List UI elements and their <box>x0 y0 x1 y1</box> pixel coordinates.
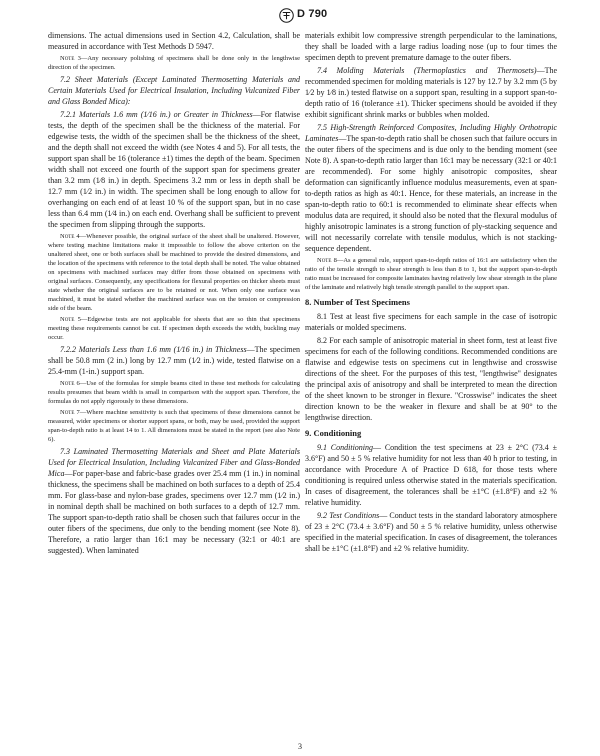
page-header <box>0 6 600 28</box>
astm-logo-icon <box>279 8 294 23</box>
section-text: —For paper-base and fabric-base grades over 25.4 mm (1 in.) in nominal thickness, the specimens shall be machined on both surfaces to a depth of 25.4 mm. For glass-base and nylon-base grades, specimens over 12.7 mm (1⁄2 in.) in nominal depth shall be machined on both surfaces to a depth of 12.7 mm. The support span-to-depth ratio shall be chosen such that failures occur in the outer fibers of the specimens, due only to the bending moment (see Note 8). Therefore, a ratio larger than 16:1 may be necessary (32:1 or 40:1 are suggested). When laminated <box>48 469 300 555</box>
section-text: —The recommended specimen for molding materials is 127 by 12.7 by 3.2 mm (5 by 1⁄2 by 1⁄8 in.) tested flatwise on a support span, resulting in a support span-to-depth ratio of 16 (tolerance ±1). Thicker specimens should be avoided if they exhibit significant shrink marks or bubbles when molded. <box>305 66 557 119</box>
note-3 <box>48 54 300 72</box>
note-label: Note 8 <box>317 257 337 264</box>
section-heading: 9.1 Conditioning <box>317 443 374 452</box>
note-text: —Use of the formulas for simple beams cited in these test methods for calculating results presumes that beam width is small in comparison with the support span. Therefore, the formulas do not apply rigorously to these dimensions. <box>48 380 300 405</box>
note-text: —As a general rule, support span-to-depth ratios of 16:1 are satisfactory when the ratio of the tensile strength to shear strength is less than 8 to 1, but the support span-to-depth ratio must be increased for composite laminates having relatively low shear strength in the plane of the laminate and relatively high tensile strength parallel to the support span. <box>305 257 557 291</box>
section-heading: 9.2 Test Conditions <box>317 511 380 520</box>
paragraph-intro: dimensions. The actual dimensions used in Section 4.2, Calculation, shall be measured in accordance with Test Methods D 5947. <box>48 31 300 51</box>
note-6 <box>48 379 300 406</box>
note-text: —Whenever possible, the original surface of the sheet shall be unaltered. However, where testing machine limitations make it impossible to follow the above criterion on the unaltered sheet, one or both surfaces shall be machined to provide the desired dimensions, and the location of the specimens with reference to the total depth shall be noted. The value obtained on specimens with machined surfaces may differ from those obtained on specimens with original surfaces. Consequently, any specifications for flexural properties on thicker sheets must state whether the original surfaces are to be retained or not. When only one surface was machined, it must be stated whether the machined surface was on the tension or compression side of the beam. <box>48 233 300 312</box>
section-8-heading: 8. Number of Test Specimens <box>305 297 410 307</box>
section-heading: 7.3 Laminated Thermosetting Materials and Sheet and Plate Materials Used for Electrical Insulation, Including Vulcanized Fiber and Glass-Bonded Mica <box>48 447 300 478</box>
section-8-2: 8.2 For each sample of anisotropic material in sheet form, test at least five specimens for each of the following conditions. Recommended conditions are flatwise and edgewise tests on specimens cut in lengthwise and crosswise directions of the sheet. For the purposes of this test, "lengthwise" designates the principal axis of anisotropy and shall be interpreted to mean the direction of the sheet known to be stronger in flexure. "Crosswise" indicates the sheet direction known to be the weaker in flexure and shall be at 90° to the lengthwise direction. <box>305 336 557 422</box>
paragraph-continued: materials exhibit low compressive strength perpendicular to the laminations, they shall be loaded with a large radius loading nose (up to four times the specimen depth to prevent premature damage to the outer fibers. <box>305 31 557 62</box>
note-5 <box>48 315 300 342</box>
note-text: —Any necessary polishing of specimens shall be done only in the lengthwise direction of the specimen. <box>48 55 301 71</box>
section-text: —The specimen shall be 50.8 mm (2 in.) long by 12.7 mm (1⁄2 in.) wide, tested flatwise on a 25.4-mm (1-in.) support span. <box>48 345 300 376</box>
section-7-3 <box>48 446 300 556</box>
note-label: Note 7 <box>60 409 80 416</box>
section-text: —The span-to-depth ratio shall be chosen such that failure occurs in the outer fibers of the specimens and is due only to the bending moment (see Note 8). A span-to-depth ratio larger than 16:1 may be necessary (32:1 or 40:1 are recommended). For some highly anisotropic composites, shear deformation can significantly influence modulus measurements, even at span-to-depth ratios as high as 40:1. Hence, for these materials, an increase in the span-to-depth ratio to 60:1 is recommended to eliminate shear effects when modulus data are required, it should also be noted that the flexural modulus of highly anisotropic laminates is a strong function of ply-stacking sequence and will not necessarily correlate with tensile modulus, which is not stacking-sequence dependent. <box>305 134 557 253</box>
note-7 <box>48 408 300 444</box>
section-heading: 7.2.1 Materials 1.6 mm (1⁄16 in.) or Greater in Thickness <box>60 110 253 119</box>
section-7-5 <box>305 122 557 254</box>
section-9-1 <box>305 442 557 508</box>
section-8-1: 8.1 Test at least five specimens for each sample in the case of isotropic materials or molded specimens. <box>305 312 557 332</box>
note-label: Note 5 <box>60 316 81 323</box>
note-label: Note 4 <box>60 233 80 240</box>
note-4 <box>48 232 300 313</box>
note-text: —Where machine sensitivity is such that specimens of these dimensions cannot be measured, wider specimens or shorter support spans, or both, may be used, provided the support span-to-depth ratio is at least 14 to 1. All dimensions must be stated in the report (see also Note 6). <box>48 409 300 443</box>
section-7-2-2 <box>48 344 300 377</box>
section-9-2 <box>305 510 557 554</box>
left-column <box>48 30 300 558</box>
section-text: —For flatwise tests, the depth of the specimen shall be the thickness of the material. For edgewise tests, the width of the specimen shall be the thickness of the sheet, and the depth shall not exceed the width (see Notes 4 and 5). For all tests, the support span shall be 16 (tolerance ±1) times the depth of the beam. Specimen width shall not exceed one fourth of the support span for specimens greater than 3.2 mm (1⁄8 in.) in depth. Specimens 3.2 mm or less in depth shall be 12.7 mm (1⁄2 in.) in width. The specimen shall be long enough to allow for overhanging on each end of at least 10 % of the support span, but in no case less than 6.4 mm (1⁄4 in.) on each end. Overhang shall be sufficient to prevent the specimen from slipping through the supports. <box>48 110 301 229</box>
standard-designation: D 790 <box>297 8 328 20</box>
note-text: —Edgewise tests are not applicable for sheets that are so thin that specimens meeting these requirements cannot be cut. If specimen depth exceeds the width, buckling may occur. <box>48 316 300 341</box>
section-9-heading: 9. Conditioning <box>305 428 362 438</box>
right-column <box>305 30 557 556</box>
note-8 <box>305 256 557 292</box>
note-label: Note 6 <box>60 380 80 387</box>
section-7-2-heading: 7.2 Sheet Materials (Except Laminated Thermosetting Materials and Certain Materials Used for Electrical Insulation, Including Vulcanized Fiber and Glass Bonded Mica): <box>48 75 300 106</box>
section-heading: 7.2.2 Materials Less than 1.6 mm (1⁄16 in.) in Thickness <box>60 345 247 354</box>
section-heading: 7.5 High-Strength Reinforced Composites, Including Highly Orthotropic Laminates <box>305 123 557 143</box>
page-number: 3 <box>298 742 302 751</box>
section-heading: 7.4 Molding Materials (Thermoplastics and Thermosets) <box>317 66 537 75</box>
section-7-4 <box>305 65 557 120</box>
section-text: — Conduct tests in the standard laboratory atmosphere of 23 ± 2°C (73.4 ± 3.6°F) and 50 ± 5 % relative humidity, unless otherwise specified in the material specification. In cases of disagreement, the tolerances shall be ±1°C (±1.8°F) and ±2 % relative humidity. <box>305 511 557 553</box>
note-label: Note 3 <box>60 55 81 62</box>
section-7-2-1 <box>48 109 300 230</box>
section-text: — Condition the test specimens at 23 ± 2°C (73.4 ± 3.6°F) and 50 ± 5 % relative humidity for not less than 40 h prior to testing, in accordance with Procedure A of Practice D 618, for those tests where conditioning is required unless otherwise stated in the materials specification. In cases of disagreement, the tolerances shall be ±1°C (±1.8°F) and ±2 % relative humidity. <box>305 443 557 507</box>
